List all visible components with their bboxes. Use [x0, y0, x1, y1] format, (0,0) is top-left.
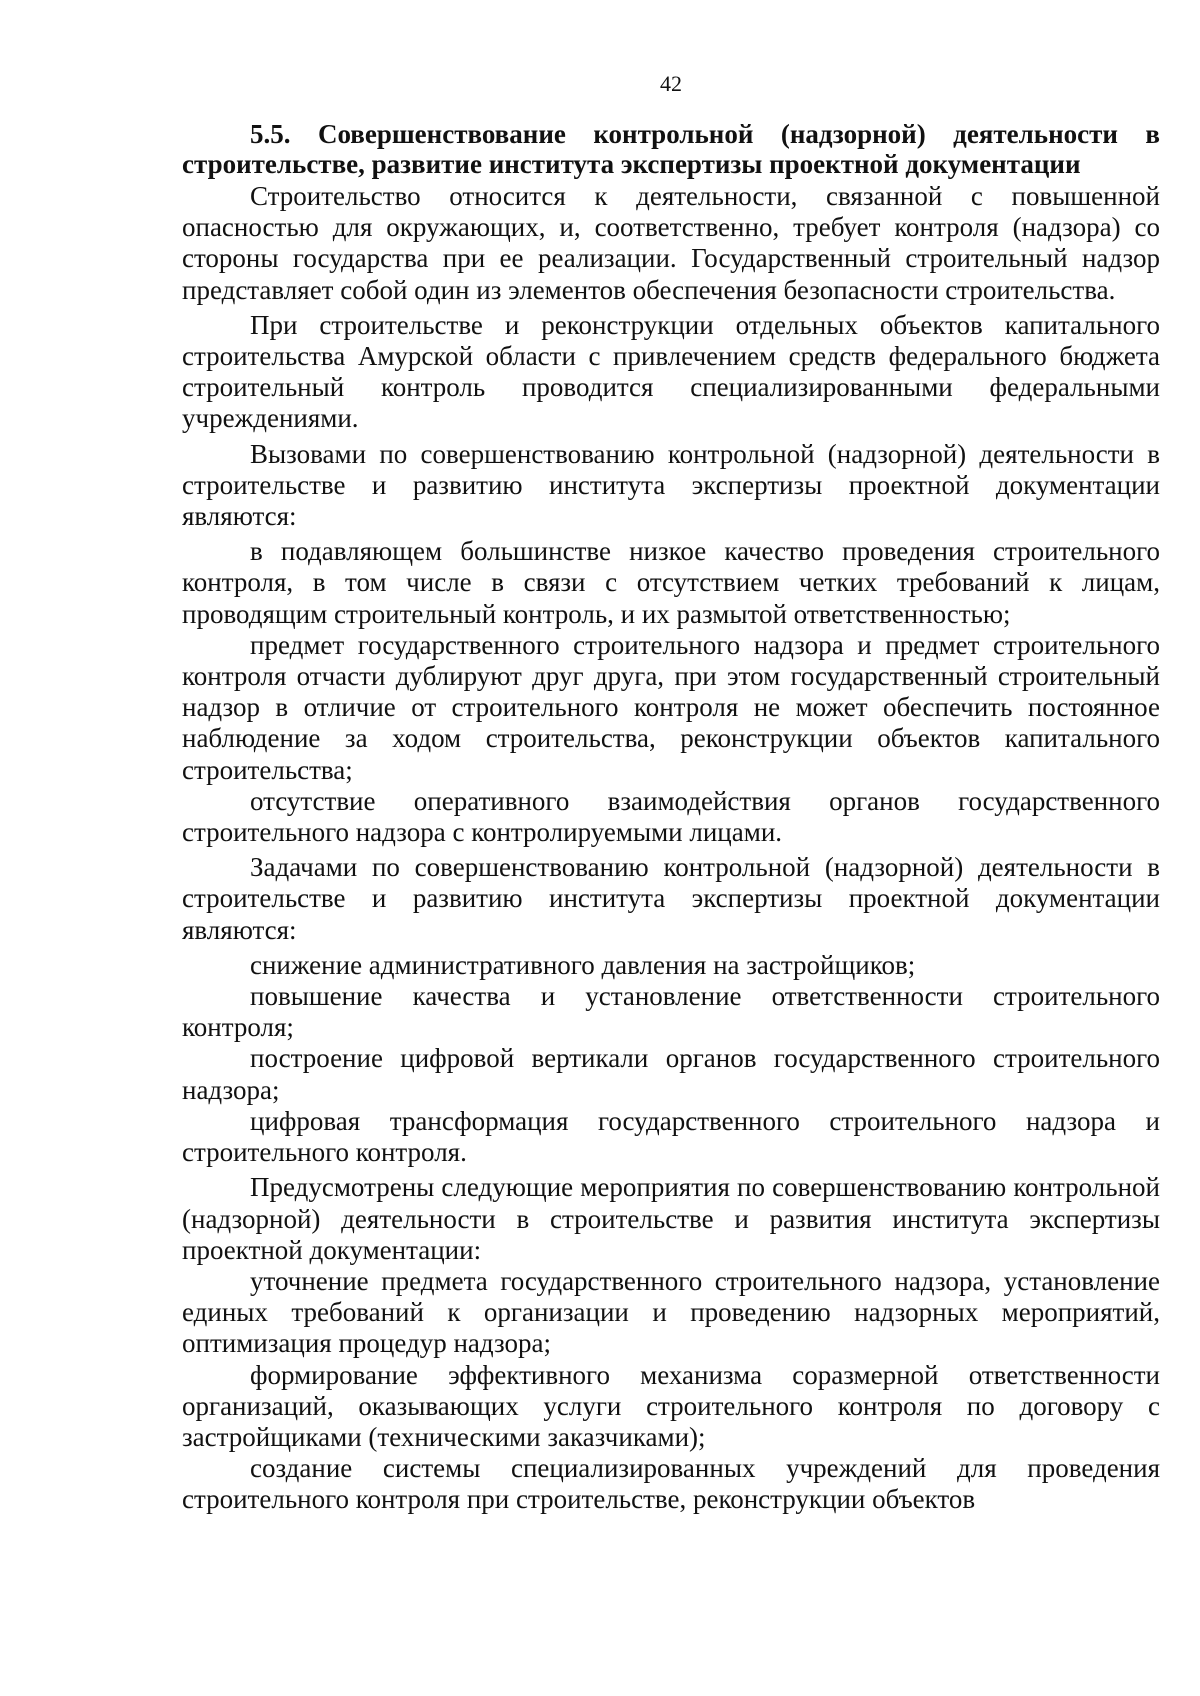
- paragraph-7: Задачами по совершенствованию контрольной (надзорной) деятельности в строительстве и развитию института экспертизы проектной документации являются:: [182, 852, 1160, 945]
- paragraph-3: Вызовами по совершенствованию контрольной (надзорной) деятельности в строительстве и развитию института экспертизы проектной документации являются:: [182, 438, 1160, 532]
- paragraph-14: формирование эффективного механизма соразмерной ответственности организаций, оказывающих услуги строительного контроля по договору с застройщиками (техническими заказчиками);: [182, 1359, 1160, 1452]
- paragraph-11: цифровая трансформация государственного строительного надзора и строительного контроля.: [182, 1105, 1160, 1168]
- paragraph-1: Строительство относится к деятельности, связанной с повышенной опасностью для окружающих, и, соответственно, требует контроля (надзора) со стороны государства при ее реализации. Государственный строительный надзор представляет собой один из элементов обеспечения безопасности строительства.: [182, 181, 1160, 305]
- section-heading: 5.5. Совершенствование контрольной (надзорной) деятельности в строительстве, развитие института экспертизы проектной документации: [182, 119, 1160, 179]
- paragraph-10: построение цифровой вертикали органов государственного строительного надзора;: [182, 1043, 1160, 1105]
- paragraph-6: отсутствие оперативного взаимодействия органов государственного строительного надзора с контролируемыми лицами.: [182, 785, 1160, 848]
- paragraph-8: снижение административного давления на застройщиков;: [250, 949, 916, 980]
- document-page: [182, 70, 1160, 1516]
- paragraph-2: При строительстве и реконструкции отдельных объектов капитального строительства Амурской области с привлечением средств федерального бюджета строительный контроль проводится специализированными федеральными учреждениями.: [182, 309, 1160, 434]
- paragraph-5: предмет государственного строительного надзора и предмет строительного контроля отчасти дублируют друг друга, при этом государственный строительный надзор в отличие от строительного контроля не может обеспечить постоянное наблюдение за ходом строительства, реконструкции объектов капитального строительства;: [182, 629, 1160, 785]
- paragraph-12: Предусмотрены следующие мероприятия по совершенствованию контрольной (надзорной) деятельности в строительстве и развития института экспертизы проектной документации:: [182, 1172, 1160, 1265]
- paragraph-13: уточнение предмета государственного строительного надзора, установление единых требований к организации и проведению надзорных мероприятий, оптимизация процедур надзора;: [182, 1265, 1160, 1359]
- paragraph-15: создание системы специализированных учреждений для проведения строительного контроля при строительстве, реконструкции объектов: [182, 1453, 1160, 1515]
- paragraph-4: в подавляющем большинстве низкое качество проведения строительного контроля, в том числе в связи с отсутствием четких требований к лицам, проводящим строительный контроль, и их размытой ответственностью;: [182, 536, 1160, 629]
- page-number: 42: [660, 71, 682, 96]
- paragraph-9: повышение качества и установление ответственности строительного контроля;: [182, 981, 1160, 1043]
